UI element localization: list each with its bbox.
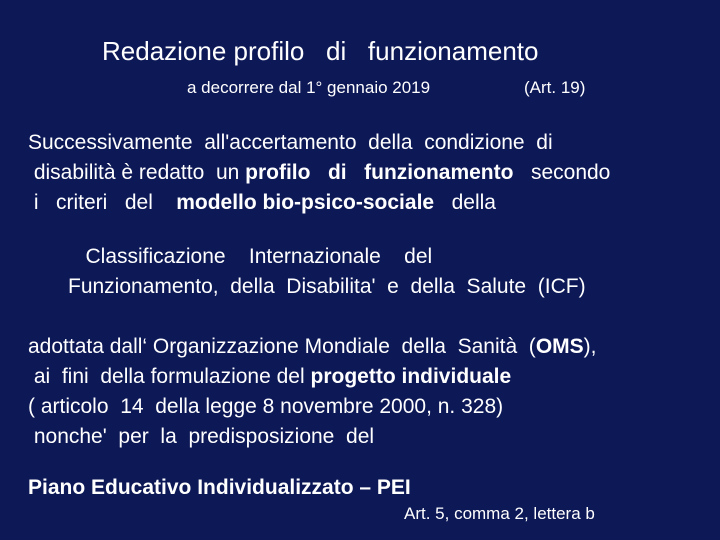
p1-line-2-bold: profilo di funzionamento xyxy=(245,161,514,184)
p3-line-3: ( articolo 14 della legge 8 novembre 2000, n. 328) xyxy=(28,395,504,418)
p1-line-3-bold: modello bio-psico-sociale xyxy=(176,191,435,214)
paragraph-3 xyxy=(28,332,596,452)
p1-line-1: Successivamente all'accertamento della condizione di xyxy=(28,131,553,154)
p3-line-1-bold: OMS xyxy=(535,335,584,358)
p2-line-2: Funzionamento, della Disabilita' e della Salute (ICF) xyxy=(68,275,586,298)
p1-line-2c: secondo xyxy=(513,161,611,184)
p3-line-1a: adottata dall‘ Organizzazione Mondiale della Sanità ( xyxy=(28,335,536,358)
p1-line-3c: della xyxy=(434,191,496,214)
paragraph-2 xyxy=(68,242,586,302)
article-reference: (Art. 19) xyxy=(524,78,586,97)
p3-line-4: nonche' per la predisposizione del xyxy=(28,425,375,448)
slide-title: Redazione profilo di funzionamento xyxy=(102,36,539,66)
p1-line-3a: i criteri del xyxy=(28,191,177,214)
slide-subtitle: a decorrere dal 1° gennaio 2019 xyxy=(187,78,431,97)
p3-line-2-bold: progetto individuale xyxy=(310,365,512,388)
paragraph-1 xyxy=(28,128,610,218)
law-reference: Art. 5, comma 2, lettera b xyxy=(404,504,595,523)
pei-heading: Piano Educativo Individualizzato – PEI xyxy=(28,476,411,499)
p3-line-1c: ), xyxy=(583,335,597,358)
p3-line-2a: ai fini della formulazione del xyxy=(28,365,311,388)
p2-line-1: Classificazione Internazionale del xyxy=(68,245,433,268)
p1-line-2a: disabilità è redatto un xyxy=(28,161,246,184)
